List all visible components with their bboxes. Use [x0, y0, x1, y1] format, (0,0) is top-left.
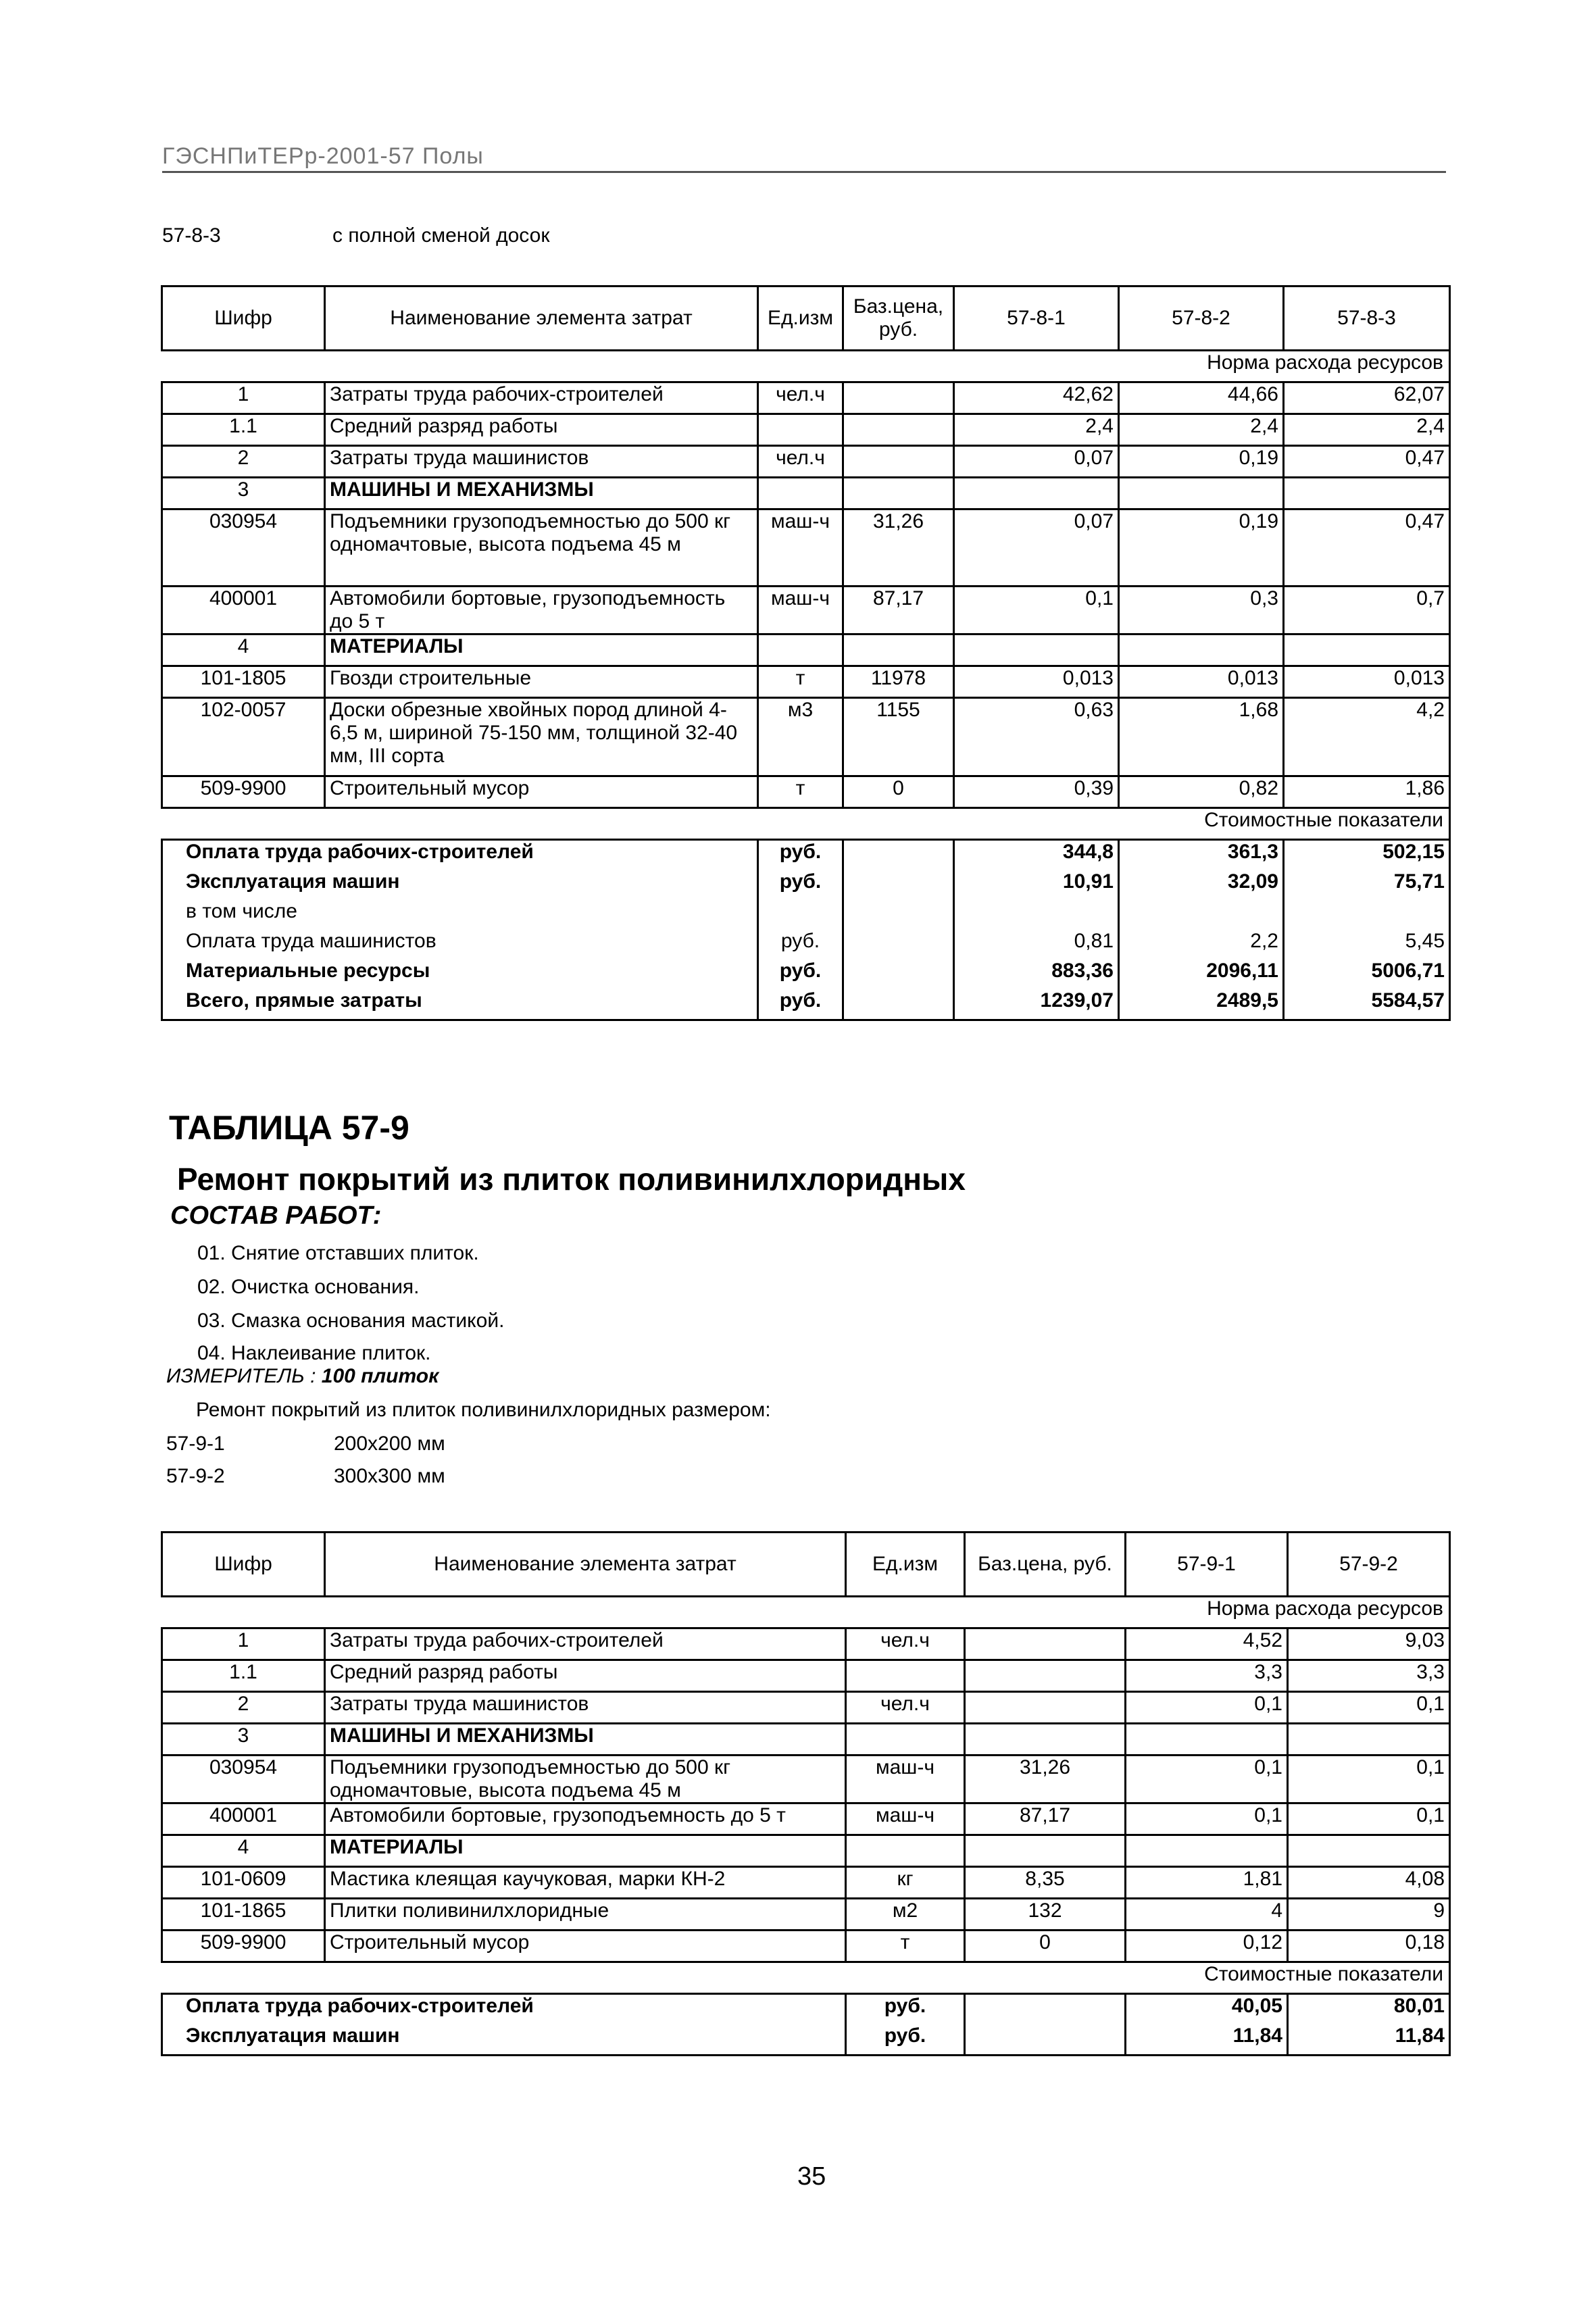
column-header: Ед.изм	[758, 287, 843, 351]
variant-size: 200х200 мм	[334, 1433, 445, 1455]
running-header: ГЭСНПиТЕРр-2001-57 Полы	[162, 143, 1446, 173]
row-unit: кг	[846, 1867, 965, 1899]
total-value: 344,8	[954, 840, 1119, 871]
row-value: 2,4	[1284, 414, 1450, 446]
total-value: 40,05	[1126, 1994, 1288, 2025]
table-row	[162, 478, 1450, 509]
column-header: Шифр	[162, 1533, 325, 1597]
row-unit: т	[758, 666, 843, 698]
total-unit	[758, 900, 843, 930]
row-unit: чел.ч	[758, 382, 843, 414]
total-label: Оплата труда машинистов	[162, 930, 758, 960]
row-code: 1	[162, 1628, 325, 1660]
total-price	[965, 1994, 1126, 2025]
row-value: 0,82	[1119, 776, 1284, 808]
row-value: 2,4	[954, 414, 1119, 446]
total-label: Эксплуатация машин	[162, 870, 758, 900]
row-value: 0,7	[1284, 587, 1450, 634]
row-value	[954, 478, 1119, 509]
total-value	[1284, 900, 1450, 930]
work-item: 01. Снятие отставших плиток.	[197, 1242, 479, 1264]
row-price: 31,26	[965, 1756, 1126, 1803]
table-row	[162, 1692, 1450, 1724]
row-unit: чел.ч	[846, 1628, 965, 1660]
total-unit: руб.	[846, 2024, 965, 2056]
row-unit: чел.ч	[758, 446, 843, 478]
row-value: 0,1	[1126, 1803, 1288, 1835]
row-name: Автомобили бортовые, грузоподъемность до 5 т	[325, 587, 758, 634]
row-unit	[846, 1835, 965, 1867]
variant-code: 57-9-2	[166, 1465, 225, 1487]
row-value	[1284, 478, 1450, 509]
total-value: 2489,5	[1119, 989, 1284, 1020]
row-value: 0,1	[954, 587, 1119, 634]
row-unit	[758, 634, 843, 666]
row-price: 132	[965, 1899, 1126, 1931]
row-value: 42,62	[954, 382, 1119, 414]
column-header: 57-8-1	[954, 287, 1119, 351]
total-label: Материальные ресурсы	[162, 960, 758, 989]
row-name: Затраты труда машинистов	[325, 1692, 846, 1724]
total-label: Оплата труда рабочих-строителей	[162, 1994, 846, 2025]
row-code: 3	[162, 1724, 325, 1756]
row-value: 44,66	[1119, 382, 1284, 414]
band-row	[162, 808, 1450, 840]
row-value: 3,3	[1126, 1660, 1288, 1692]
work-item: 02. Очистка основания.	[197, 1276, 420, 1298]
table-row	[162, 1867, 1450, 1899]
row-unit: т	[846, 1931, 965, 1962]
row-value: 2,4	[1119, 414, 1284, 446]
total-value: 0,81	[954, 930, 1119, 960]
row-price: 87,17	[965, 1803, 1126, 1835]
row-value: 4	[1126, 1899, 1288, 1931]
row-value: 0,47	[1284, 509, 1450, 587]
row-code: 3	[162, 478, 325, 509]
column-header: 57-9-1	[1126, 1533, 1288, 1597]
row-unit	[758, 414, 843, 446]
row-value	[1126, 1835, 1288, 1867]
row-name: МАТЕРИАЛЫ	[325, 634, 758, 666]
repair-description: Ремонт покрытий из плиток поливинилхлоридных размером:	[196, 1399, 771, 1421]
table-title: ТАБЛИЦА 57-9	[169, 1109, 409, 1147]
total-value: 10,91	[954, 870, 1119, 900]
row-value	[1288, 1724, 1450, 1756]
total-value: 11,84	[1126, 2024, 1288, 2056]
total-unit: руб.	[758, 870, 843, 900]
row-value: 0,12	[1126, 1931, 1288, 1962]
row-code: 102-0057	[162, 698, 325, 776]
row-value: 0,07	[954, 509, 1119, 587]
row-name: Подъемники грузоподъемностью до 500 кг одномачтовые, высота подъема 45 м	[325, 509, 758, 587]
total-value: 2,2	[1119, 930, 1284, 960]
row-name: МАШИНЫ И МЕХАНИЗМЫ	[325, 478, 758, 509]
total-value: 11,84	[1288, 2024, 1450, 2056]
column-header: 57-8-2	[1119, 287, 1284, 351]
row-value: 0,18	[1288, 1931, 1450, 1962]
measure-line	[166, 1365, 439, 1388]
row-unit: м3	[758, 698, 843, 776]
total-price	[843, 989, 954, 1020]
row-code: 1.1	[162, 1660, 325, 1692]
row-name: Доски обрезные хвойных пород длиной 4-6,5 м, шириной 75-150 мм, толщиной 32-40 мм, III сорта	[325, 698, 758, 776]
row-value: 0,1	[1288, 1756, 1450, 1803]
row-code: 101-1865	[162, 1899, 325, 1931]
row-value: 0,19	[1119, 509, 1284, 587]
total-value: 5,45	[1284, 930, 1450, 960]
total-row	[162, 989, 1450, 1020]
row-unit: маш-ч	[846, 1803, 965, 1835]
row-name: Мастика клеящая каучуковая, марки КН-2	[325, 1867, 846, 1899]
band-row	[162, 1962, 1450, 1994]
table-row	[162, 1899, 1450, 1931]
variant-code: 57-9-1	[166, 1433, 225, 1455]
total-row	[162, 870, 1450, 900]
row-value: 0,3	[1119, 587, 1284, 634]
total-value: 80,01	[1288, 1994, 1450, 2025]
row-name: Затраты труда рабочих-строителей	[325, 1628, 846, 1660]
total-value: 361,3	[1119, 840, 1284, 871]
work-item: 04. Наклеивание плиток.	[197, 1342, 431, 1364]
total-price	[843, 870, 954, 900]
row-unit: маш-ч	[758, 509, 843, 587]
row-price	[843, 382, 954, 414]
row-price: 0	[843, 776, 954, 808]
total-unit: руб.	[758, 840, 843, 871]
row-value	[1288, 1835, 1450, 1867]
total-row	[162, 960, 1450, 989]
row-value: 4,2	[1284, 698, 1450, 776]
total-unit: руб.	[758, 930, 843, 960]
table-row	[162, 1628, 1450, 1660]
band-row	[162, 351, 1450, 382]
band-norm-label: Норма расхода ресурсов	[162, 351, 1450, 382]
row-unit: т	[758, 776, 843, 808]
row-name: Затраты труда машинистов	[325, 446, 758, 478]
total-price	[843, 930, 954, 960]
row-value	[954, 634, 1119, 666]
row-value: 1,81	[1126, 1867, 1288, 1899]
row-name: Средний разряд работы	[325, 414, 758, 446]
total-value: 883,36	[954, 960, 1119, 989]
row-code: 101-1805	[162, 666, 325, 698]
table-row	[162, 634, 1450, 666]
band-row	[162, 1597, 1450, 1628]
total-value: 1239,07	[954, 989, 1119, 1020]
measure-value: 100 плиток	[321, 1365, 439, 1387]
total-value: 2096,11	[1119, 960, 1284, 989]
table-row	[162, 382, 1450, 414]
row-value: 0,1	[1126, 1756, 1288, 1803]
row-name: Затраты труда рабочих-строителей	[325, 382, 758, 414]
table-row	[162, 414, 1450, 446]
row-price: 87,17	[843, 587, 954, 634]
column-header: Наименование элемента затрат	[325, 287, 758, 351]
band-cost-label: Стоимостные показатели	[162, 808, 1450, 840]
table-row	[162, 1756, 1450, 1803]
row-unit: маш-ч	[846, 1756, 965, 1803]
row-price	[965, 1835, 1126, 1867]
row-price: 1155	[843, 698, 954, 776]
variant-size: 300х300 мм	[334, 1465, 445, 1487]
total-label: в том числе	[162, 900, 758, 930]
resource-table-57-9	[161, 1531, 1451, 2056]
table-subtitle: Ремонт покрытий из плиток поливинилхлоридных	[177, 1162, 966, 1197]
column-header: Ед.изм	[846, 1533, 965, 1597]
row-code: 1	[162, 382, 325, 414]
row-value: 3,3	[1288, 1660, 1450, 1692]
total-unit: руб.	[758, 989, 843, 1020]
row-price	[843, 414, 954, 446]
table-row	[162, 698, 1450, 776]
row-price: 31,26	[843, 509, 954, 587]
row-code: 030954	[162, 1756, 325, 1803]
row-unit	[758, 478, 843, 509]
row-code: 509-9900	[162, 776, 325, 808]
row-unit	[846, 1660, 965, 1692]
total-row	[162, 840, 1450, 871]
section-description: с полной сменой досок	[332, 224, 550, 247]
table-row	[162, 666, 1450, 698]
total-value: 32,09	[1119, 870, 1284, 900]
row-price	[843, 478, 954, 509]
row-code: 030954	[162, 509, 325, 587]
row-value: 0,39	[954, 776, 1119, 808]
row-value: 0,013	[1284, 666, 1450, 698]
row-price	[843, 446, 954, 478]
header-row	[162, 287, 1450, 351]
row-name: Подъемники грузоподъемностью до 500 кг одномачтовые, высота подъема 45 м	[325, 1756, 846, 1803]
row-value	[1119, 634, 1284, 666]
row-value	[1284, 634, 1450, 666]
column-header: 57-8-3	[1284, 287, 1450, 351]
table-row	[162, 446, 1450, 478]
row-name: Строительный мусор	[325, 776, 758, 808]
total-price	[843, 900, 954, 930]
row-name: Гвозди строительные	[325, 666, 758, 698]
total-row	[162, 900, 1450, 930]
total-value: 75,71	[1284, 870, 1450, 900]
row-price	[965, 1628, 1126, 1660]
table-row	[162, 1803, 1450, 1835]
section-code: 57-8-3	[162, 224, 221, 247]
total-value: 502,15	[1284, 840, 1450, 871]
row-code: 1.1	[162, 414, 325, 446]
row-price	[843, 634, 954, 666]
row-price: 8,35	[965, 1867, 1126, 1899]
row-code: 2	[162, 1692, 325, 1724]
row-value: 62,07	[1284, 382, 1450, 414]
row-name: Автомобили бортовые, грузоподъемность до 5 т	[325, 1803, 846, 1835]
measure-label: ИЗМЕРИТЕЛЬ :	[166, 1365, 316, 1387]
row-price	[965, 1692, 1126, 1724]
page-number: 35	[797, 2162, 826, 2191]
row-value: 0,1	[1126, 1692, 1288, 1724]
table-row	[162, 509, 1450, 587]
row-value: 9	[1288, 1899, 1450, 1931]
row-code: 2	[162, 446, 325, 478]
row-code: 101-0609	[162, 1867, 325, 1899]
row-unit: чел.ч	[846, 1692, 965, 1724]
row-name: МАШИНЫ И МЕХАНИЗМЫ	[325, 1724, 846, 1756]
row-price: 0	[965, 1931, 1126, 1962]
row-value: 0,19	[1119, 446, 1284, 478]
row-name: Средний разряд работы	[325, 1660, 846, 1692]
band-cost-label: Стоимостные показатели	[162, 1962, 1450, 1994]
table-row	[162, 1660, 1450, 1692]
row-value	[1126, 1724, 1288, 1756]
total-unit: руб.	[758, 960, 843, 989]
row-code: 400001	[162, 587, 325, 634]
table-row	[162, 587, 1450, 634]
row-code: 400001	[162, 1803, 325, 1835]
total-row	[162, 2024, 1450, 2056]
column-header: Баз.цена, руб.	[965, 1533, 1126, 1597]
total-row	[162, 1994, 1450, 2025]
row-value: 0,63	[954, 698, 1119, 776]
work-item: 03. Смазка основания мастикой.	[197, 1310, 505, 1332]
row-price: 11978	[843, 666, 954, 698]
row-value: 4,52	[1126, 1628, 1288, 1660]
total-label: Эксплуатация машин	[162, 2024, 846, 2056]
band-norm-label: Норма расхода ресурсов	[162, 1597, 1450, 1628]
column-header: Наименование элемента затрат	[325, 1533, 846, 1597]
row-value: 0,013	[1119, 666, 1284, 698]
total-price	[965, 2024, 1126, 2056]
total-label: Оплата труда рабочих-строителей	[162, 840, 758, 871]
table-row	[162, 776, 1450, 808]
row-value: 0,013	[954, 666, 1119, 698]
row-value: 0,47	[1284, 446, 1450, 478]
header-row	[162, 1533, 1450, 1597]
total-value	[954, 900, 1119, 930]
row-code: 4	[162, 1835, 325, 1867]
row-value: 9,03	[1288, 1628, 1450, 1660]
table-row	[162, 1724, 1450, 1756]
column-header: Шифр	[162, 287, 325, 351]
column-header: Баз.цена, руб.	[843, 287, 954, 351]
row-value: 0,1	[1288, 1692, 1450, 1724]
row-unit	[846, 1724, 965, 1756]
row-price	[965, 1660, 1126, 1692]
table-row	[162, 1931, 1450, 1962]
row-value: 0,1	[1288, 1803, 1450, 1835]
row-value: 1,68	[1119, 698, 1284, 776]
row-price	[965, 1724, 1126, 1756]
row-name: МАТЕРИАЛЫ	[325, 1835, 846, 1867]
row-name: Плитки поливинилхлоридные	[325, 1899, 846, 1931]
table-row	[162, 1835, 1450, 1867]
row-code: 4	[162, 634, 325, 666]
total-label: Всего, прямые затраты	[162, 989, 758, 1020]
total-value	[1119, 900, 1284, 930]
column-header: 57-9-2	[1288, 1533, 1450, 1597]
row-value: 1,86	[1284, 776, 1450, 808]
total-value: 5584,57	[1284, 989, 1450, 1020]
row-name: Строительный мусор	[325, 1931, 846, 1962]
row-unit: маш-ч	[758, 587, 843, 634]
row-value	[1119, 478, 1284, 509]
row-value: 0,07	[954, 446, 1119, 478]
row-code: 509-9900	[162, 1931, 325, 1962]
composition-title: СОСТАВ РАБОТ:	[170, 1201, 382, 1230]
total-unit: руб.	[846, 1994, 965, 2025]
resource-table-57-8	[161, 285, 1451, 1021]
total-price	[843, 960, 954, 989]
total-price	[843, 840, 954, 871]
total-row	[162, 930, 1450, 960]
total-value: 5006,71	[1284, 960, 1450, 989]
row-unit: м2	[846, 1899, 965, 1931]
row-value: 4,08	[1288, 1867, 1450, 1899]
